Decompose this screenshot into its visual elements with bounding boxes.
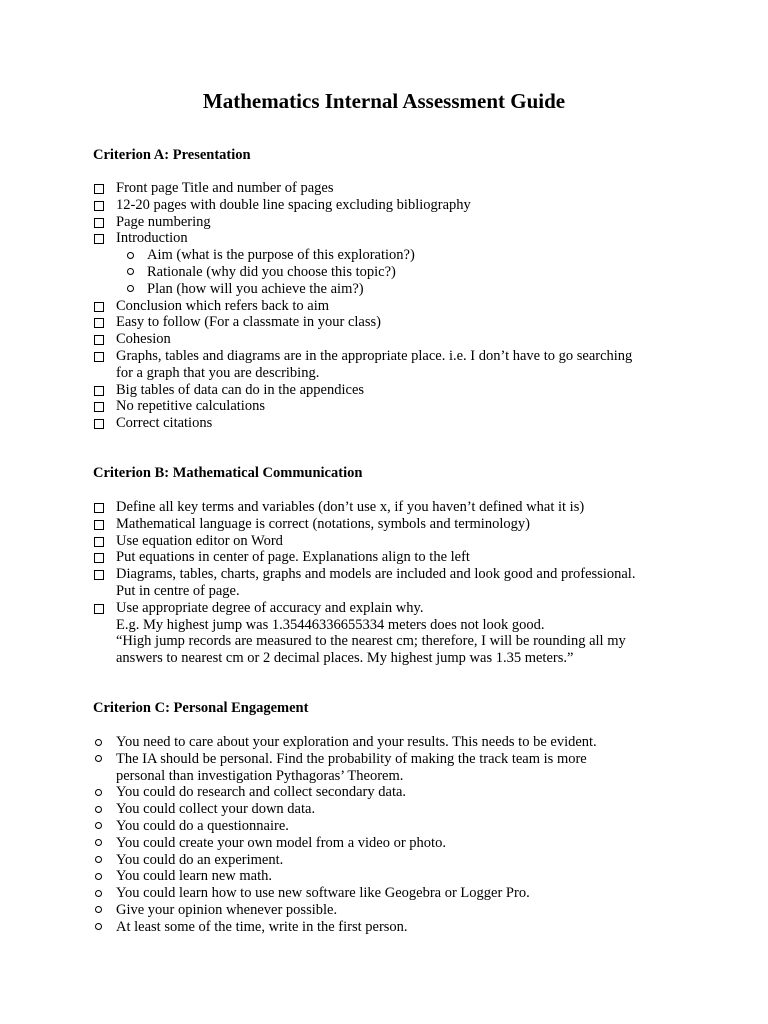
checkbox-icon: [94, 553, 104, 563]
bullet-circle-icon: [95, 873, 102, 880]
sub-item: Plan (how will you achieve the aim?): [0, 281, 768, 298]
list-item: You could do an experiment.: [0, 852, 768, 869]
list-item: You could learn how to use new software like Geogebra or Logger Pro.: [0, 885, 768, 902]
criterion-b-heading: Criterion B: Mathematical Communication: [93, 465, 363, 481]
checklist-item: Easy to follow (For a classmate in your class): [0, 314, 768, 331]
criterion-c-list: [0, 734, 768, 936]
checkbox-icon: [94, 302, 104, 312]
checkbox-icon: [94, 402, 104, 412]
list-item: The IA should be personal. Find the probability of making the track team is more: [0, 751, 768, 768]
continuation-line: Put in centre of page.: [116, 582, 240, 599]
bullet-circle-icon: [95, 890, 102, 897]
continuation-line: answers to nearest cm or 2 decimal places. My highest jump was 1.35 meters.”: [116, 650, 574, 667]
checklist-item: 12-20 pages with double line spacing excluding bibliography: [0, 197, 768, 214]
checkbox-icon: [94, 419, 104, 429]
continuation-line: for a graph that you are describing.: [116, 364, 320, 381]
checkbox-icon: [94, 184, 104, 194]
checkbox-icon: [94, 201, 104, 211]
criterion-b-list: [0, 499, 768, 667]
sub-item: Rationale (why did you choose this topic?): [0, 264, 768, 281]
checkbox-icon: [94, 604, 104, 614]
checklist-item: Page numbering: [0, 214, 768, 231]
list-item: Give your opinion whenever possible.: [0, 902, 768, 919]
checklist-item: Graphs, tables and diagrams are in the appropriate place. i.e. I don’t have to go searching: [0, 348, 768, 365]
continuation-line: personal than investigation Pythagoras’ Theorem.: [116, 767, 404, 784]
checklist-item: Introduction: [0, 230, 768, 247]
list-item: You could collect your down data.: [0, 801, 768, 818]
checkbox-icon: [94, 218, 104, 228]
continuation-line: “High jump records are measured to the nearest cm; therefore, I will be rounding all my: [116, 633, 626, 650]
checklist-item: Put equations in center of page. Explanations align to the left: [0, 549, 768, 566]
checkbox-icon: [94, 335, 104, 345]
checklist-item: Correct citations: [0, 415, 768, 432]
checkbox-icon: [94, 318, 104, 328]
checklist-item: Use appropriate degree of accuracy and explain why.: [0, 600, 768, 617]
checklist-item: Conclusion which refers back to aim: [0, 298, 768, 315]
checklist-item: Front page Title and number of pages: [0, 180, 768, 197]
list-item: At least some of the time, write in the first person.: [0, 919, 768, 936]
criterion-c-heading: Criterion C: Personal Engagement: [93, 700, 309, 716]
checkbox-icon: [94, 234, 104, 244]
page-title: Mathematics Internal Assessment Guide: [202, 89, 566, 113]
list-item: You need to care about your exploration and your results. This needs to be evident.: [0, 734, 768, 751]
checkbox-icon: [94, 386, 104, 396]
continuation-line: E.g. My highest jump was 1.35446336655334 meters does not look good.: [116, 616, 545, 633]
list-item: You could do research and collect secondary data.: [0, 784, 768, 801]
checkbox-icon: [94, 352, 104, 362]
bullet-circle-icon: [95, 806, 102, 813]
bullet-circle-icon: [95, 739, 102, 746]
checkbox-icon: [94, 503, 104, 513]
checklist-item: Mathematical language is correct (notations, symbols and terminology): [0, 516, 768, 533]
list-item: You could learn new math.: [0, 868, 768, 885]
checklist-item: Big tables of data can do in the appendices: [0, 382, 768, 399]
checklist-item: No repetitive calculations: [0, 398, 768, 415]
checklist-item: Define all key terms and variables (don’t use x, if you haven’t defined what it is): [0, 499, 768, 516]
checklist-item: Use equation editor on Word: [0, 533, 768, 550]
checkbox-icon: [94, 570, 104, 580]
criterion-a-heading: Criterion A: Presentation: [93, 147, 251, 163]
checklist-item: Cohesion: [0, 331, 768, 348]
bullet-circle-icon: [127, 252, 134, 259]
sub-item: Aim (what is the purpose of this exploration?): [0, 247, 768, 264]
criterion-a-list: [0, 180, 768, 432]
checkbox-icon: [94, 537, 104, 547]
bullet-circle-icon: [95, 789, 102, 796]
list-item: You could do a questionnaire.: [0, 818, 768, 835]
list-item: You could create your own model from a video or photo.: [0, 835, 768, 852]
checkbox-icon: [94, 520, 104, 530]
checklist-item: Diagrams, tables, charts, graphs and models are included and look good and professional.: [0, 566, 768, 583]
